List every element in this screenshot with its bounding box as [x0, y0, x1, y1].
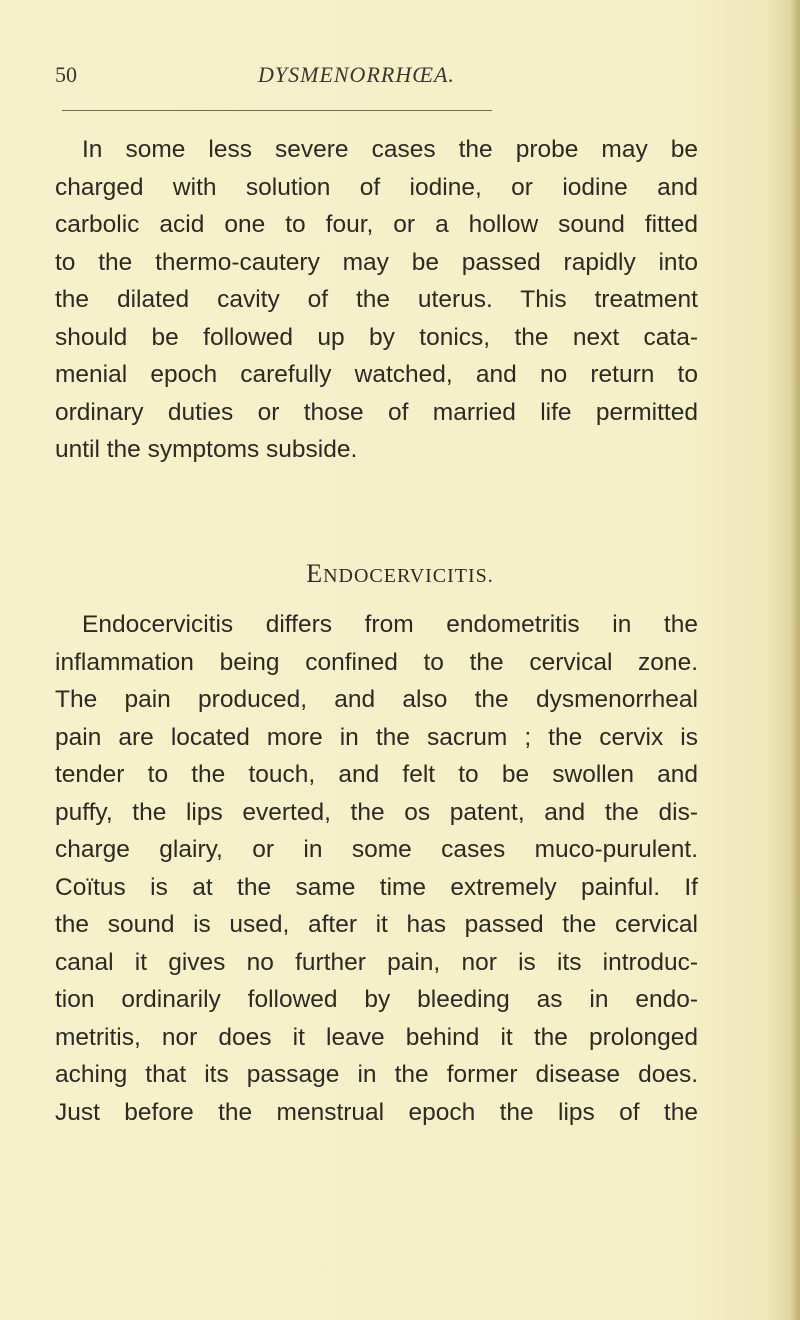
section-heading: [0, 559, 800, 589]
paragraph-treatment: [55, 131, 698, 469]
text-line: aching that its passage in the former disease does.: [55, 1061, 698, 1088]
header-rule: [62, 110, 492, 111]
text-line: pain are located more in the sacrum ; the cervix is: [55, 723, 698, 751]
page-number: 50: [55, 62, 77, 87]
text-line: inflammation being confined to the cervical zone.: [55, 648, 698, 676]
running-head: [55, 62, 745, 102]
text-line: metritis, nor does it leave behind it the prolonged: [55, 1023, 698, 1051]
page-edge-shadow: [790, 0, 800, 1320]
text-line: Coïtus is at the same time extremely painful. If: [55, 873, 698, 901]
section-heading-initial: E: [306, 559, 324, 588]
text-line: The pain produced, and also the dysmenorrheal: [55, 686, 698, 713]
paragraph-endocervicitis: [55, 606, 698, 1131]
text-line: to the thermo-cautery may be passed rapidly into: [55, 248, 698, 276]
text-line: puffy, the lips everted, the os patent, and the dis-: [55, 798, 698, 826]
text-line: the dilated cavity of the uterus. This treatment: [55, 286, 698, 313]
text-line: ordinary duties or those of married life permitted: [55, 398, 698, 426]
running-title: DYSMENORRHŒA.: [258, 62, 455, 87]
text-line: until the symptoms subside.: [55, 436, 358, 463]
section-heading-rest: NDOCERVICITIS.: [323, 565, 494, 587]
text-line: charge glairy, or in some cases muco-purulent.: [55, 836, 698, 863]
text-line: Just before the menstrual epoch the lips of the: [55, 1098, 698, 1126]
text-line: the sound is used, after it has passed the cervical: [55, 911, 698, 938]
text-line: charged with solution of iodine, or iodine and: [55, 173, 698, 201]
text-line: menial epoch carefully watched, and no return to: [55, 361, 698, 388]
text-line: canal it gives no further pain, nor is its introduc-: [55, 948, 698, 976]
text-line: tion ordinarily followed by bleeding as in endo-: [55, 986, 698, 1013]
text-line: Endocervicitis differs from endometritis in the: [82, 611, 698, 638]
text-line: In some less severe cases the probe may be: [82, 136, 698, 163]
text-line: should be followed up by tonics, the next cata-: [55, 323, 698, 351]
text-line: tender to the touch, and felt to be swollen and: [55, 761, 698, 788]
text-line: carbolic acid one to four, or a hollow sound fitted: [55, 211, 698, 238]
